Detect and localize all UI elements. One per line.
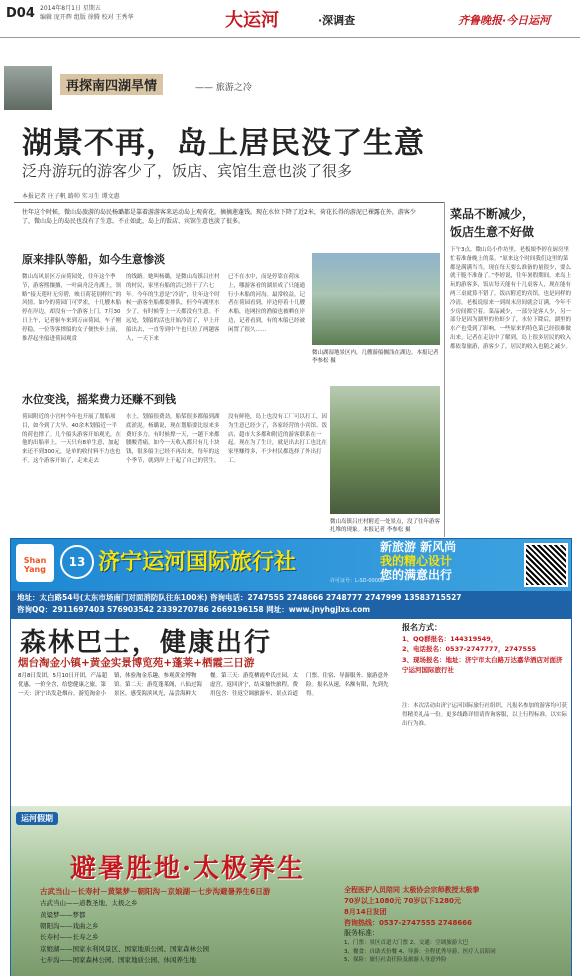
kicker-title: 再探南四湖旱情 — [60, 74, 163, 95]
meta-date: 2014年8月1日 星期五 — [40, 5, 101, 12]
forest-bus-title: 森林巴士，健康出行 — [20, 628, 273, 658]
photo-caption-1: 微山湖湿地景区内，几艘游船搁浅在湖边。本报记者 李参松 摄 — [312, 350, 439, 365]
side-body: 下午3点，微山岛小作坊里，老板娘李婷在厨房里忙着准备晚上的菜。“原来这个时间我们这里的菜都是满满当当，现在每天要么准备的量很少，要么就干脆不准备了。”李婷说，往年暑假期间，来岛上玩的游客多，饭店每天能有十几桌客人，现在能有两三桌就算不错了。饭店附近的宾馆，也是同样的冷清，老板说原来一到周末房间就会订满，今年不少房间都空着。菜品减少，一部分是客人少，另一部分是因为湖里的鱼虾少了，水位下降后，湖里的水产也受到了影响，一些原来的特色菜已经很难做出来。记者在走访中了解到，岛上很多居民的收入都依靠旅游，游客少了，居民的收入也随之减少。 — [450, 247, 572, 350]
section-name: 大运河 — [225, 10, 279, 31]
service-item: 3、餐食：自助式份餐 4、导游：全程优秀导游，医疗人员陪同 — [344, 948, 496, 955]
side-headline — [450, 205, 570, 241]
service-item: 1、门票：景区首道大门票 2、交通：空调旅游大巴 — [344, 940, 469, 947]
forest-details: 8月8日发团，5月10日开团，产品超优惠，一价全含，给您健康之旅。第一天：济宁出发赴烟台，游览淘金小镇，体验淘金乐趣，参观黄金博物馆。第二天：游览蓬莱阁，八仙过海景区，感受海滨风光，品尝海鲜大餐。第三天：游览栖霞牟氏庄园，太虚宫，返回济宁，结束愉快旅程。费用包含：往返空调旅游车、景点首道门票、住宿、导游服务、旅游意外险。报名从速，名额有限，先到先得。 — [18, 673, 389, 697]
side-headline-line1: 菜品不断减少， — [450, 207, 535, 221]
article-subhead: 泛舟游玩的游客少了，饭店、宾馆生意也淡了很多 — [22, 162, 353, 180]
ad-address: 地址：太白路54号(太东市场南门对面消防队往东100米) 咨询电话：2747555 2748666 2748777 2747999 13583715527 — [17, 593, 462, 602]
photo-scenic-spot — [330, 386, 440, 514]
registration-box — [402, 622, 568, 675]
section2-column-3: 没有鲜艳，岛上也没有工厂可以打工，因为生意已经少了，各家经营的小宾馆、饭店、超市大多都和附近的游客联系在一起。现在为了生计，就是出去打工也比在家里赚得多，不少村民都选择了外出打工。 — [228, 414, 328, 464]
summer-tag: 运河假期 — [16, 812, 58, 825]
column-divider — [444, 202, 445, 537]
route-item: 京娘湖——国家水利风景区、国家地质公园、国家森林公园 — [40, 944, 209, 953]
section1-column-3: 已不在水中，而是停靠在荷床上，哪游客看的湖景成了只能通行小木船的河沟。最常收益，记者在荷园看到，岸边停着十几艘木船，连网拉的渔船也被晒在岸边，记者看到，有的木船已经被闲置了很久…… — [228, 274, 306, 333]
section1-column-2: 的线路。她叫杨璐，是微山岛镇吕庄村的村民，家里有船的活已经干了六七年。今年的生意是“冷清”，往年这个时候一游客坐船都要排队，但今年湖里水少了，有时候等上一天都没有生意。不远处，划船的活也开始冷清了，早上开船出去，一直等到中午也只拉了两趟客人，一天下来 — [126, 274, 220, 342]
page-meta — [40, 4, 180, 22]
agency-badge: 13 — [60, 545, 94, 579]
slogan-line-1: 新旅游 新风尚 — [380, 540, 457, 554]
kicker-thumbnail — [4, 66, 52, 110]
route-item: 七步沟——国家森林公园、国家地质公园、休闲养生地 — [40, 956, 196, 964]
registration-heading: 报名方式： — [402, 623, 442, 632]
route-title: 古武当山－长寿村－黄粱梦－朝阳沟－京娘湖－七步沟避暑养生6日游 — [40, 887, 271, 896]
departure-date: 8月14日发团 — [344, 907, 387, 916]
route-item: 古武当山——道教圣地、太极之乡 — [40, 899, 138, 908]
kicker-subtitle: —— 旅游之冷 — [195, 83, 252, 93]
side-headline-line2: 饭店生意不好做 — [450, 225, 535, 239]
article-lead: 往年这个时候，微山岛旅游的岛民杨璐都是靠着游游客来运动岛上观荷花，摘摘莲蓬钱。现在水位下降了近2米，荷花长得的游泥已裸露在外，游客少了，微山岛上的岛民也没有了生意。不止如此，岛上的饭店、宾馆生意也淡了很多。 — [22, 209, 416, 226]
slogan-line-3: 您的满意出行 — [380, 567, 453, 582]
page-number: D04 — [6, 6, 35, 21]
divider — [14, 202, 444, 203]
photo-caption-2: 微山岛镇吕庄村附近一处景点，没了往年游客扎堆的现象。本报记者 李参松 摄 — [330, 519, 441, 534]
price-heading: 全程医护人员陪同 太极协会宗师教授太极拳 — [344, 886, 480, 894]
registration-qq: 1、QQ群报名：144319549， — [402, 635, 498, 644]
ad-contact-bar — [11, 591, 571, 619]
article-headline: 湖景不再，岛上居民没了生意 — [22, 126, 425, 161]
summer-route-list — [40, 885, 300, 966]
qr-code-icon — [524, 543, 568, 587]
registration-onsite: 3、现场报名：地址：济宁市太白路万达嘉华酒店对面济宁运河国际旅行社 — [402, 655, 563, 674]
section2-column-2: 水上，划船很费劲，船桨很多都船到湖底淤泥。杨璐说，现在划船要比原来多费好多力，有时候撑一天，一趟下来都腰酸背痛。如今一天收入都只有几十块钱，很多船主已经不再出来，每年的这个季节，就到岸上干起了自己的营生。 — [126, 414, 220, 464]
ad-hotline: 咨询QQ：2911697403 576903542 2339270786 2669196158 网址：www.jnyhgjlxs.com — [17, 605, 371, 614]
meta-editors: 编辑 庞开辉 组版 徐腾 校对 王秀华 — [40, 14, 134, 21]
newspaper-brand: 齐鲁晚报·今日运河 — [458, 14, 551, 27]
route-item: 黄粱梦——梦都 — [40, 910, 86, 919]
photo-boats — [312, 253, 440, 345]
slogan-line-2: 我的精心设计 — [380, 553, 453, 568]
route-item: 朝阳沟——戏曲之乡 — [40, 921, 99, 930]
service-heading: 服务标准： — [344, 929, 379, 938]
summer-title: 避暑胜地·太极养生 — [70, 854, 306, 884]
agency-name: 济宁运河国际旅行社 — [98, 549, 297, 575]
section-heading-1: 原来排队等船，如今生意惨淡 — [22, 253, 165, 266]
section-subname: ·深调查 — [318, 14, 356, 27]
registration-notes: 注：本次活动由济宁运河国际旅行社组织，凡报名参加的游客均可获得精美礼品一份。更多线路详情请咨询客服，以上行程标准，以实际出行为准。 — [402, 703, 568, 727]
service-item: 5、保险：旅行社责任险及旅游人身意外险 — [344, 957, 447, 964]
forest-route: 烟台淘金小镇+黄金实景博览苑+蓬莱+栖霞三日游 — [18, 657, 255, 669]
article-byline: 本报记者 庄子帆 路帅 实习生 谭文惠 — [22, 193, 120, 200]
consult-phone: 咨询热线：0537-2747555 2748666 — [344, 918, 473, 927]
price-line: 70岁以上1080元 70岁以下1280元 — [344, 896, 461, 905]
summer-price-box — [344, 885, 566, 965]
agency-license: 许可证号：L-SD-00008 — [330, 578, 385, 584]
route-item: 长寿村——长寿之乡 — [40, 933, 99, 942]
section1-column-1: 微山岛风景区万亩荷园处，往年这个季节，游客熙攘攘，一叶扁舟泛舟湖上，领略“接天莲叶无穷碧，映日荷花别样红”的风情。如今的荷园门可罗雀，十几艘木船停在岸边，却没有一个游客上门。7月30日上午，记者驱车来到万亩荷园，车子刚停稳，一位等客撑船的女子便快步上前，推荐起坐船进荷园观赏 — [22, 274, 122, 342]
section2-column-1: 荷园附近的小宫村今年也开展了划船项目，如今到了大旱，40余木划船近一半的荷也撑了。几个船头游客开始观光，在他的出船率上，一天只有8单生意，加起来还不到300元，是单的收付料不力也也不。这个游客开始了，走来走去 — [22, 414, 122, 464]
registration-phone: 2、电话报名：0537-2747777，2747555 — [402, 645, 537, 654]
ad-slogan — [380, 541, 520, 582]
agency-logo: Shan Yang — [16, 544, 54, 582]
section-heading-2: 水位变浅，摇桨费力还赚不到钱 — [22, 393, 176, 406]
